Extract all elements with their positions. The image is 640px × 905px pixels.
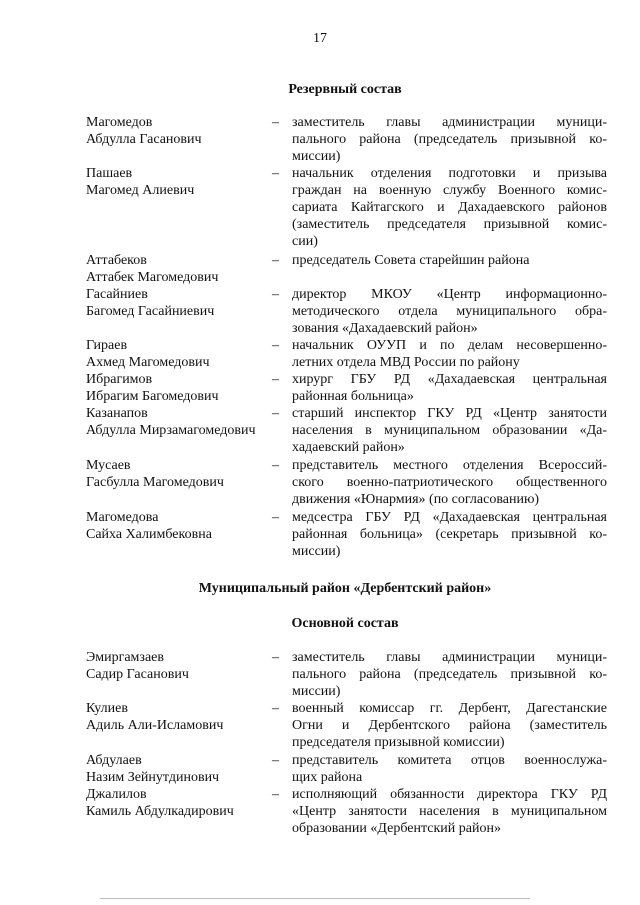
dash-separator: – xyxy=(272,166,279,181)
member-name: Аттабеков Аттабек Магомедович xyxy=(86,253,219,285)
member-name: Эмиргамзаев Садир Гасанович xyxy=(86,650,189,682)
member-name: Пашаев Магомед Алиевич xyxy=(86,166,195,198)
dash-separator: – xyxy=(272,406,279,421)
member-role: заместитель главы администрации муници- пального района (председатель призывной ко- миссии) xyxy=(292,115,607,164)
member-name: Мусаев Гасбулла Магомедович xyxy=(86,458,224,490)
member-role: старший инспектор ГКУ РД «Центр занятости населения в муниципальном образовании «Да- хадаевский район» xyxy=(292,406,607,455)
dash-separator: – xyxy=(272,338,279,353)
dash-separator: – xyxy=(272,253,279,268)
page-edge-rule xyxy=(100,898,530,899)
member-role: хирург ГБУ РД «Дахадаевская центральная районная больница» xyxy=(292,372,607,404)
dash-separator: – xyxy=(272,510,279,525)
dash-separator: – xyxy=(272,372,279,387)
district-heading: Муниципальный район «Дербентский район» xyxy=(198,581,492,596)
dash-separator: – xyxy=(272,115,279,130)
member-name: Магомедов Абдулла Гасанович xyxy=(86,115,202,147)
member-name: Казанапов Абдулла Мирзамагомедович xyxy=(86,406,256,438)
dash-separator: – xyxy=(272,650,279,665)
dash-separator: – xyxy=(272,701,279,716)
member-role: медсестра ГБУ РД «Дахадаевская центральная районная больница» (секретарь призывной ко- миссии) xyxy=(292,510,607,559)
member-name: Абдулаев Назим Зейнутдинович xyxy=(86,753,220,785)
member-role: исполняющий обязанности директора ГКУ РД «Центр занятости населения в муниципальном образовании «Дербентский район» xyxy=(292,787,607,836)
member-role: начальник отделения подготовки и призыва граждан на военную службу Военного комис- сариата Кайтагского и Дахадаевского районов (заместитель председателя призывной комис- сии) xyxy=(292,166,607,249)
member-role: представитель местного отделения Всероссий- ского военно-патриотического общественного движения «Юнармия» (по согласованию) xyxy=(292,458,607,507)
section-heading-main: Основной состав xyxy=(291,616,399,631)
member-name: Ибрагимов Ибрагим Багомедович xyxy=(86,372,219,404)
member-name: Кулиев Адиль Али-Исламович xyxy=(86,701,224,733)
member-name: Джалилов Камиль Абдулкадирович xyxy=(86,787,234,819)
member-role: директор МКОУ «Центр информационно- методического отдела муниципального обра- зования «Дахадаевский район» xyxy=(292,287,607,336)
dash-separator: – xyxy=(272,787,279,802)
section-heading-reserve: Резервный состав xyxy=(288,82,402,97)
member-name: Гасайниев Багомед Гасайниевич xyxy=(86,287,215,319)
member-role: председатель Совета старейшин района xyxy=(292,253,530,268)
member-role: заместитель главы администрации муници- пального района (председатель призывной ко- миссии) xyxy=(292,650,607,699)
page-number: 17 xyxy=(313,31,327,46)
member-role: начальник ОУУП и по делам несовершенно- летних отдела МВД России по району xyxy=(292,338,607,370)
member-role: представитель комитета отцов военнослужа- щих района xyxy=(292,753,607,785)
dash-separator: – xyxy=(272,287,279,302)
dash-separator: – xyxy=(272,458,279,473)
dash-separator: – xyxy=(272,753,279,768)
member-name: Магомедова Сайха Халимбековна xyxy=(86,510,212,542)
member-role: военный комиссар гг. Дербент, Дагестанские Огни и Дербентского района (заместитель председателя призывной комиссии) xyxy=(292,701,607,750)
member-name: Гираев Ахмед Магомедович xyxy=(86,338,210,370)
